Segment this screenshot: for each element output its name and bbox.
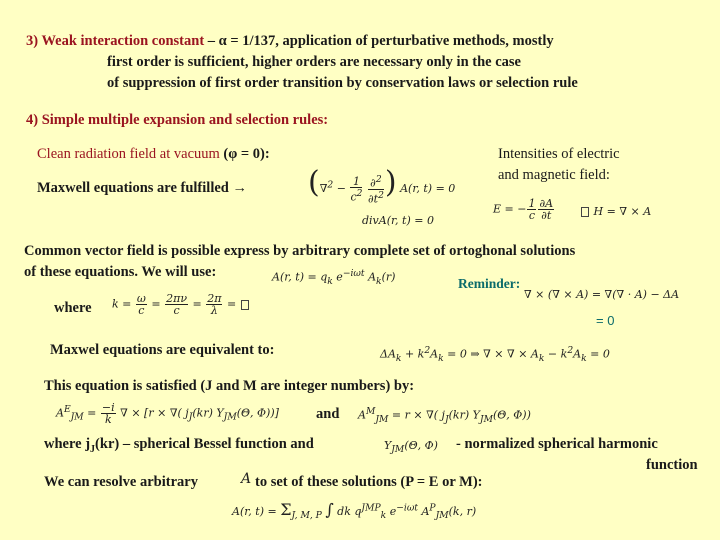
resolve-part1: We can resolve arbitrary <box>44 474 198 490</box>
reminder-label: Reminder: <box>458 276 521 291</box>
intensities-line1: Intensities of electric <box>498 146 620 162</box>
wavenumber-equation: k = $\frac{\omega}{c}$ = $\frac{2\pi\nu}{c}$ = $\frac{2\pi}{\lambda}$ = <box>112 293 250 316</box>
helmholtz-equation: $\Delta A_k + k^2A_k = 0$ ⇒ ∇ × ∇ × $A_k - k^2A_k = 0$ <box>380 345 610 364</box>
common-line2: of these equations. We will use: <box>24 264 217 280</box>
spherical-harmonic-symbol: $Y_{JM}(\Theta$, Φ) <box>384 439 438 456</box>
reminder-identity: ∇ × (∇ × A) = ∇(∇ · A) − ΔA <box>524 288 680 301</box>
p3-rest: – α = 1/137, application of perturbative methods, mostly <box>204 33 554 49</box>
p3-label: 3) Weak interaction constant <box>26 33 205 49</box>
maxwell-fulfilled: Maxwell equations are fulfilled → <box>37 180 247 196</box>
clean-radiation-label: Clean radiation field at vacuum <box>37 146 220 162</box>
bessel-line <box>44 436 314 455</box>
maxwel-equivalent: Maxwel equations are equivalent to: <box>50 342 275 358</box>
magnetic-multipole-solution: $A^M_{JM} = r$ × ∇( $j_J(kr)$ $Y_{JM}(\Theta$, Φ)) <box>358 406 531 425</box>
common-line1: Common vector field is possible express by arbitrary complete set of ortoghonal solutions <box>24 243 576 259</box>
equals-zero-note: = 0 <box>596 313 615 328</box>
vector-a-symbol: A <box>241 471 252 487</box>
bessel-subscript: J <box>90 443 96 455</box>
resolve-part2: to set of these solutions (P = E or M): <box>255 474 483 490</box>
intensities-line2: and magnetic field: <box>498 167 610 183</box>
p3-line2: first order is sufficient, higher orders are necessary only in the case <box>107 54 521 70</box>
where-label: where <box>54 300 92 316</box>
multipole-expansion-equation: A(r, $t) = \Sigma_{J, M, P}$ ∫ dk $q^{JMP}_k$ $e^{-i\omega t}$ $A^P_{JM}(k$, r) <box>232 500 477 522</box>
phi-condition: (φ = 0): <box>219 146 270 162</box>
and-label: and <box>316 406 340 422</box>
wave-equation: (∇$^2$ − $\frac{1}{c^2}$ $\frac{\partial^2}{\partial t^2}$ ) A(r, t) = 0 <box>308 165 456 206</box>
p3-line1 <box>26 33 554 50</box>
div-equation: divA(r, t) = 0 <box>362 214 434 227</box>
bessel-tail: - normalized spherical harmonic <box>456 436 658 452</box>
p3-line3: of suppression of first order transition by conservation laws or selection rule <box>107 75 578 91</box>
bessel-prefix: where j <box>44 436 91 452</box>
h-field-equation: H = ∇ × A <box>580 205 651 218</box>
e-field-equation: E = − $\frac{1}{c}$ $\frac{\partial A}{\partial t}$ <box>493 197 554 222</box>
plane-wave-expansion: A(r, $t) = q_k$ $e^{-i\omega t}$ $A_k(r)$ <box>272 268 396 287</box>
p4-title: 4) Simple multiple expansion and selection rules: <box>26 112 329 128</box>
satisfied-line: This equation is satisfied (J and M are integer numbers) by: <box>44 378 415 394</box>
bessel-mid: (kr) – spherical Bessel function and <box>95 436 314 452</box>
bessel-tail-function: function <box>646 457 698 473</box>
clean-radiation-line <box>37 146 270 163</box>
electric-multipole-solution: $A^E_{JM}$ = $\frac{-i}{k}$ ∇ × [r × ∇( $j_J(kr)$ $Y_{JM}(\Theta$, Φ))] <box>56 401 279 426</box>
